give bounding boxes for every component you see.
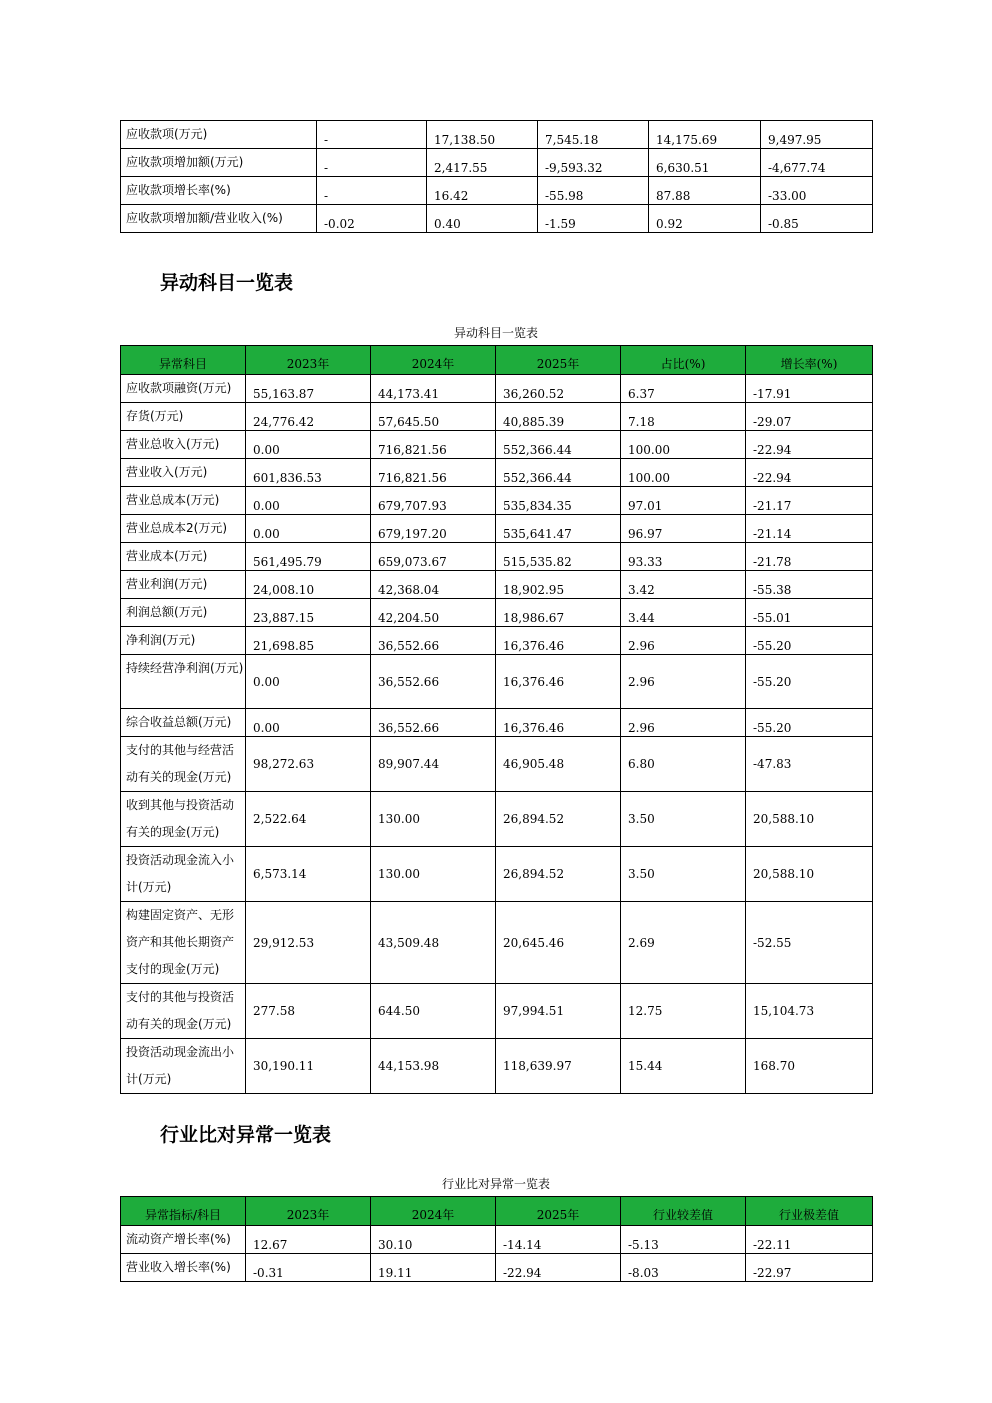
cell-value: 89,907.44	[371, 737, 496, 792]
table-header	[121, 346, 873, 375]
row-label: 营业总收入(万元)	[121, 431, 246, 459]
cell-value: 2,417.55	[427, 149, 538, 177]
table-row	[121, 149, 873, 177]
cell-value: 100.00	[621, 459, 746, 487]
table-row	[121, 709, 873, 737]
table-row	[121, 627, 873, 655]
cell-value: -29.07	[746, 403, 873, 431]
cell-value: 716,821.56	[371, 431, 496, 459]
table-row	[121, 984, 873, 1039]
cell-value: 6,573.14	[246, 847, 371, 902]
cell-value: -52.55	[746, 902, 873, 984]
row-label: 营业成本(万元)	[121, 543, 246, 571]
cell-value: 40,885.39	[496, 403, 621, 431]
abnormal-items-table-body	[121, 375, 873, 1094]
column-header: 2024年	[371, 346, 496, 375]
cell-value: 30,190.11	[246, 1039, 371, 1094]
column-header: 行业较差值	[621, 1197, 746, 1226]
cell-value: 20,588.10	[746, 792, 873, 847]
cell-value: 3.44	[621, 599, 746, 627]
cell-value: 30.10	[371, 1226, 496, 1254]
table-row	[121, 543, 873, 571]
column-header: 2024年	[371, 1197, 496, 1226]
row-label: 营业收入(万元)	[121, 459, 246, 487]
row-label: 存货(万元)	[121, 403, 246, 431]
cell-value: 6,630.51	[649, 149, 761, 177]
cell-value: 44,153.98	[371, 1039, 496, 1094]
column-header: 异常指标/科目	[121, 1197, 246, 1226]
cell-value: 552,366.44	[496, 459, 621, 487]
cell-value: 96.97	[621, 515, 746, 543]
cell-value: -55.01	[746, 599, 873, 627]
cell-value: 55,163.87	[246, 375, 371, 403]
cell-value: -55.20	[746, 627, 873, 655]
cell-value: 24,008.10	[246, 571, 371, 599]
cell-value: 535,834.35	[496, 487, 621, 515]
cell-value: 87.88	[649, 177, 761, 205]
cell-value: 20,588.10	[746, 847, 873, 902]
row-label: 营业总成本2(万元)	[121, 515, 246, 543]
table-row	[121, 487, 873, 515]
cell-value: -21.14	[746, 515, 873, 543]
cell-value: 26,894.52	[496, 792, 621, 847]
cell-value: 0.40	[427, 205, 538, 233]
cell-value: 17,138.50	[427, 121, 538, 149]
column-header: 2025年	[496, 1197, 621, 1226]
cell-value: 57,645.50	[371, 403, 496, 431]
cell-value: 100.00	[621, 431, 746, 459]
cell-value: 277.58	[246, 984, 371, 1039]
cell-value: 7.18	[621, 403, 746, 431]
cell-value: -4,677.74	[761, 149, 873, 177]
cell-value: 130.00	[371, 847, 496, 902]
table-header	[121, 1197, 873, 1226]
cell-value: 12.67	[246, 1226, 371, 1254]
table-row	[121, 599, 873, 627]
cell-value: 93.33	[621, 543, 746, 571]
row-label: 综合收益总额(万元)	[121, 709, 246, 737]
row-label: 投资活动现金流出小计(万元)	[121, 1039, 246, 1094]
section-heading-abnormal-items: 异动科目一览表	[160, 272, 294, 294]
cell-value: 0.92	[649, 205, 761, 233]
cell-value: 2.96	[621, 655, 746, 709]
cell-value: 716,821.56	[371, 459, 496, 487]
cell-value: -0.85	[761, 205, 873, 233]
row-label: 利润总额(万元)	[121, 599, 246, 627]
cell-value: 15,104.73	[746, 984, 873, 1039]
cell-value: -8.03	[621, 1254, 746, 1282]
cell-value: -5.13	[621, 1226, 746, 1254]
cell-value: 118,639.97	[496, 1039, 621, 1094]
table-row	[121, 459, 873, 487]
cell-value: 535,641.47	[496, 515, 621, 543]
cell-value: 7,545.18	[538, 121, 649, 149]
cell-value: 16,376.46	[496, 655, 621, 709]
cell-value: 6.37	[621, 375, 746, 403]
receivables-table-body	[121, 121, 873, 233]
cell-value: -0.02	[317, 205, 427, 233]
cell-value: 2.96	[621, 709, 746, 737]
cell-value: -	[317, 177, 427, 205]
table-caption-industry-comparison: 行业比对异常一览表	[441, 1177, 550, 1191]
cell-value: 552,366.44	[496, 431, 621, 459]
table-row	[121, 515, 873, 543]
cell-value: 0.00	[246, 655, 371, 709]
cell-value: 0.00	[246, 709, 371, 737]
cell-value: -17.91	[746, 375, 873, 403]
cell-value: 0.00	[246, 431, 371, 459]
cell-value: 679,707.93	[371, 487, 496, 515]
industry-comparison-table-body	[121, 1226, 873, 1282]
cell-value: 42,368.04	[371, 571, 496, 599]
row-label: 应收款项增加额/营业收入(%)	[121, 205, 317, 233]
cell-value: -21.17	[746, 487, 873, 515]
cell-value: -9,593.32	[538, 149, 649, 177]
cell-value: 36,552.66	[371, 709, 496, 737]
cell-value: 561,495.79	[246, 543, 371, 571]
column-header: 2025年	[496, 346, 621, 375]
cell-value: 659,073.67	[371, 543, 496, 571]
row-label: 支付的其他与投资活动有关的现金(万元)	[121, 984, 246, 1039]
table-row	[121, 375, 873, 403]
cell-value: 36,552.66	[371, 655, 496, 709]
cell-value: -0.31	[246, 1254, 371, 1282]
row-label: 应收款项增长率(%)	[121, 177, 317, 205]
row-label: 流动资产增长率(%)	[121, 1226, 246, 1254]
cell-value: 3.50	[621, 792, 746, 847]
cell-value: 42,204.50	[371, 599, 496, 627]
row-label: 营业收入增长率(%)	[121, 1254, 246, 1282]
cell-value: 97.01	[621, 487, 746, 515]
cell-value: 14,175.69	[649, 121, 761, 149]
cell-value: 24,776.42	[246, 403, 371, 431]
table-row	[121, 902, 873, 984]
column-header: 2023年	[246, 1197, 371, 1226]
table-row	[121, 1254, 873, 1282]
cell-value: -1.59	[538, 205, 649, 233]
row-label: 构建固定资产、无形资产和其他长期资产支付的现金(万元)	[121, 902, 246, 984]
cell-value: 0.00	[246, 515, 371, 543]
row-label: 应收款项融资(万元)	[121, 375, 246, 403]
cell-value: -22.97	[746, 1254, 873, 1282]
cell-value: 21,698.85	[246, 627, 371, 655]
cell-value: 44,173.41	[371, 375, 496, 403]
cell-value: 36,260.52	[496, 375, 621, 403]
cell-value: -22.94	[746, 459, 873, 487]
cell-value: 16,376.46	[496, 709, 621, 737]
cell-value: 9,497.95	[761, 121, 873, 149]
cell-value: 16,376.46	[496, 627, 621, 655]
table-row	[121, 1039, 873, 1094]
cell-value: 12.75	[621, 984, 746, 1039]
cell-value: 0.00	[246, 487, 371, 515]
table-row	[121, 1226, 873, 1254]
cell-value: -55.38	[746, 571, 873, 599]
cell-value: 26,894.52	[496, 847, 621, 902]
row-label: 投资活动现金流入小计(万元)	[121, 847, 246, 902]
row-label: 收到其他与投资活动有关的现金(万元)	[121, 792, 246, 847]
cell-value: 2.96	[621, 627, 746, 655]
column-header: 2023年	[246, 346, 371, 375]
cell-value: -22.11	[746, 1226, 873, 1254]
cell-value: -22.94	[496, 1254, 621, 1282]
column-header: 行业极差值	[746, 1197, 873, 1226]
table-row	[121, 792, 873, 847]
row-label: 应收款项(万元)	[121, 121, 317, 149]
cell-value: -55.20	[746, 709, 873, 737]
column-header: 异常科目	[121, 346, 246, 375]
row-label: 营业总成本(万元)	[121, 487, 246, 515]
row-label: 持续经营净利润(万元)	[121, 655, 246, 709]
cell-value: 46,905.48	[496, 737, 621, 792]
cell-value: 3.50	[621, 847, 746, 902]
cell-value: 6.80	[621, 737, 746, 792]
cell-value: 36,552.66	[371, 627, 496, 655]
industry-comparison-table	[120, 1196, 873, 1282]
cell-value: 16.42	[427, 177, 538, 205]
header-row	[121, 1197, 873, 1226]
row-label: 净利润(万元)	[121, 627, 246, 655]
cell-value: 18,902.95	[496, 571, 621, 599]
table-row	[121, 847, 873, 902]
cell-value: -	[317, 121, 427, 149]
cell-value: 515,535.82	[496, 543, 621, 571]
cell-value: 15.44	[621, 1039, 746, 1094]
header-row	[121, 346, 873, 375]
cell-value: -14.14	[496, 1226, 621, 1254]
cell-value: 2,522.64	[246, 792, 371, 847]
cell-value: -47.83	[746, 737, 873, 792]
table-row	[121, 121, 873, 149]
table-row	[121, 655, 873, 709]
table-row	[121, 403, 873, 431]
cell-value: 23,887.15	[246, 599, 371, 627]
cell-value: 19.11	[371, 1254, 496, 1282]
cell-value: -21.78	[746, 543, 873, 571]
cell-value: 130.00	[371, 792, 496, 847]
table-caption-abnormal-items: 异动科目一览表	[453, 326, 538, 340]
cell-value: -33.00	[761, 177, 873, 205]
cell-value: 20,645.46	[496, 902, 621, 984]
table-row	[121, 177, 873, 205]
cell-value: 98,272.63	[246, 737, 371, 792]
cell-value: 679,197.20	[371, 515, 496, 543]
cell-value: 43,509.48	[371, 902, 496, 984]
section-heading-industry-comparison: 行业比对异常一览表	[160, 1124, 332, 1146]
cell-value: 168.70	[746, 1039, 873, 1094]
table-row	[121, 571, 873, 599]
table-row	[121, 205, 873, 233]
cell-value: 18,986.67	[496, 599, 621, 627]
column-header: 占比(%)	[621, 346, 746, 375]
table-row	[121, 737, 873, 792]
cell-value: 97,994.51	[496, 984, 621, 1039]
receivables-table	[120, 120, 873, 233]
cell-value: -55.98	[538, 177, 649, 205]
cell-value: 644.50	[371, 984, 496, 1039]
column-header: 增长率(%)	[746, 346, 873, 375]
row-label: 应收款项增加额(万元)	[121, 149, 317, 177]
cell-value: -55.20	[746, 655, 873, 709]
cell-value: -	[317, 149, 427, 177]
table-row	[121, 431, 873, 459]
cell-value: -22.94	[746, 431, 873, 459]
cell-value: 29,912.53	[246, 902, 371, 984]
cell-value: 3.42	[621, 571, 746, 599]
cell-value: 601,836.53	[246, 459, 371, 487]
row-label: 营业利润(万元)	[121, 571, 246, 599]
abnormal-items-table	[120, 345, 873, 1094]
cell-value: 2.69	[621, 902, 746, 984]
row-label: 支付的其他与经营活动有关的现金(万元)	[121, 737, 246, 792]
